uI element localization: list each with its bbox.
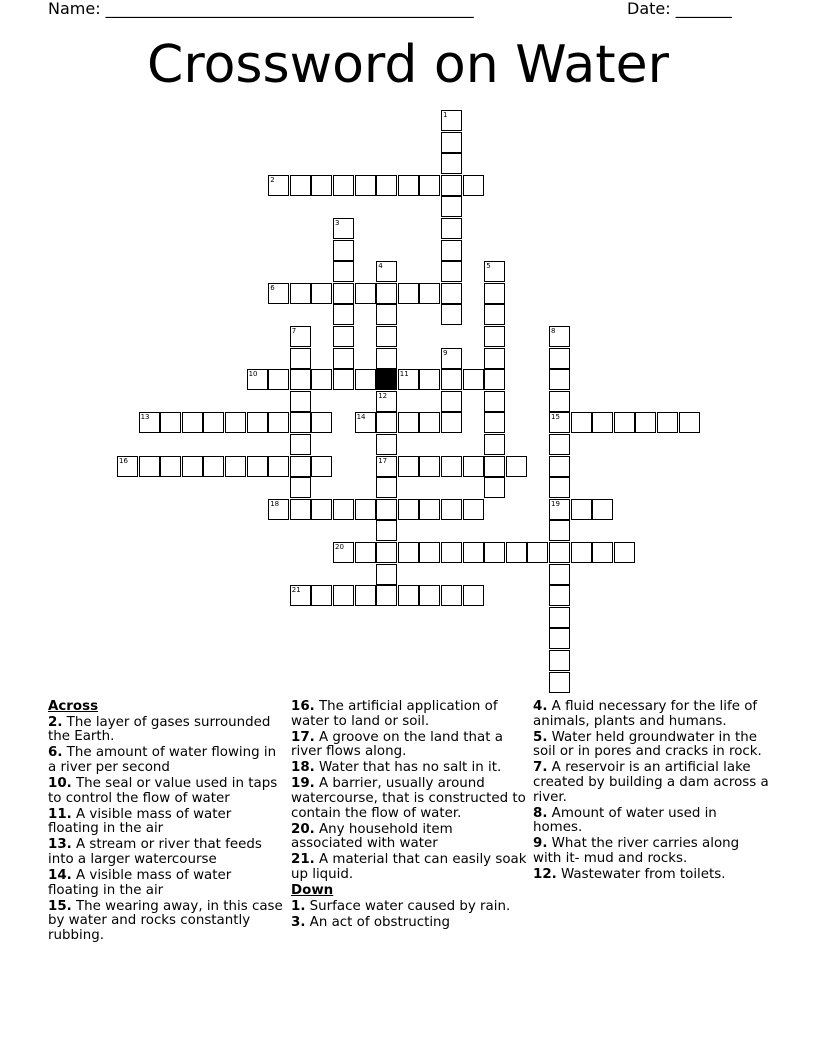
grid-cell[interactable] [484,412,505,433]
grid-cell[interactable] [484,477,505,498]
grid-cell[interactable] [290,283,311,304]
cell-number: 9 [443,348,448,357]
grid-cell[interactable] [333,348,354,369]
grid-cell[interactable] [441,261,462,282]
grid-cell[interactable] [333,369,354,390]
clue-across-6: 6. The amount of water flowing in a river per second [48,745,277,775]
grid-cell[interactable] [419,412,440,433]
grid-cell[interactable] [311,585,332,606]
cell-number: 4 [378,262,383,271]
grid-cell[interactable] [376,477,397,498]
grid-cell[interactable] [311,412,332,433]
grid-cell[interactable] [290,348,311,369]
cell-number: 7 [291,327,297,335]
grid-cell[interactable] [398,369,419,390]
grid-cell[interactable] [441,196,462,217]
grid-cell[interactable] [614,412,635,433]
grid-cell[interactable] [506,542,527,563]
date-field-label: Date: _______ [627,0,732,18]
grid-cell[interactable] [463,175,484,196]
grid-cell[interactable] [311,175,332,196]
grid-cell[interactable] [290,391,311,412]
grid-cell[interactable] [441,110,462,131]
grid-cell[interactable] [441,542,462,563]
grid-cell[interactable] [549,326,570,347]
grid-cell[interactable] [268,283,289,304]
grid-cell[interactable] [376,283,397,304]
grid-cell[interactable] [592,542,613,563]
grid-cell[interactable] [441,499,462,520]
cell-number: 16 [119,456,128,465]
clue-across-13: 13. A stream or river that feeds into a larger watercourse [48,837,262,867]
grid-cell[interactable] [376,564,397,585]
clue-across-17: 17. A groove on the land that a river flows along. [291,729,503,760]
grid-cell[interactable] [376,585,397,606]
grid-cell[interactable] [355,499,376,520]
cell-number: 2 [270,175,275,184]
clue-across-14: 14. A visible mass of water floating in the air [48,868,232,898]
grid-cell[interactable] [571,499,592,520]
grid-cell[interactable] [419,456,440,477]
grid-cell[interactable] [484,261,505,282]
grid-cell[interactable] [419,499,440,520]
grid-cell[interactable] [355,542,376,563]
grid-cell[interactable] [549,585,570,606]
grid-cell[interactable] [355,175,376,196]
cell-number: 5 [486,262,491,271]
grid-cell[interactable] [549,477,570,498]
grid-cell[interactable] [355,412,376,433]
grid-cell[interactable] [355,369,376,390]
grid-cell[interactable] [549,607,570,628]
grid-cell[interactable] [268,412,289,433]
clue-down-3: 3. An act of obstructing [291,914,451,930]
cell-number: 15 [551,413,560,422]
grid-cell[interactable] [441,585,462,606]
grid-cell[interactable] [484,391,505,412]
grid-cell[interactable] [225,412,246,433]
grid-cell[interactable] [376,542,397,563]
grid-cell[interactable] [290,175,311,196]
grid-cell[interactable] [139,456,160,477]
grid-cell[interactable] [376,348,397,369]
grid-cell[interactable] [657,412,678,433]
grid-cell[interactable] [160,412,181,433]
grid-cell[interactable] [484,542,505,563]
grid-cell[interactable] [398,542,419,563]
grid-cell[interactable] [268,369,289,390]
grid-cell[interactable] [441,153,462,174]
grid-cell[interactable] [355,283,376,304]
clue-across-11: 11. A visible mass of water floating in the air [48,806,232,837]
grid-cell[interactable] [441,218,462,239]
grid-cell[interactable] [484,283,505,304]
grid-cell[interactable] [376,326,397,347]
grid-cell[interactable] [333,499,354,520]
clue-across-10: 10. The seal or value used in taps to control the flow of water [48,775,278,806]
grid-cell[interactable] [290,456,311,477]
grid-cell[interactable] [311,283,332,304]
cell-number: 14 [356,413,366,422]
clue-down-8: 8. Amount of water used in homes. [533,805,717,836]
grid-cell[interactable] [419,369,440,390]
grid-cell[interactable] [182,456,203,477]
clue-column-3 [533,700,769,884]
cell-number: 21 [291,586,301,595]
grid-cell[interactable] [549,564,570,585]
grid-cell[interactable] [419,542,440,563]
grid-cell[interactable] [333,175,354,196]
page-title: Crossword on Water [147,35,669,95]
grid-cell[interactable] [182,412,203,433]
grid-cell[interactable] [290,326,311,347]
grid-cell[interactable] [441,369,462,390]
clue-down-1: 1. Surface water caused by rain. [291,898,511,914]
cell-number: 10 [248,370,258,379]
grid-cell[interactable] [376,261,397,282]
clue-down-9: 9. What the river carries along with it- mud and rocks. [533,836,740,866]
grid-cell[interactable] [333,585,354,606]
grid-cell[interactable] [247,456,268,477]
grid-cell[interactable] [484,369,505,390]
grid-cell[interactable] [679,412,700,433]
cell-number: 19 [551,499,560,508]
grid-cell[interactable] [398,283,419,304]
grid-cell[interactable] [333,261,354,282]
grid-cell[interactable] [290,434,311,455]
grid-cell[interactable] [549,650,570,671]
grid-cell[interactable] [376,175,397,196]
grid-cell[interactable] [290,477,311,498]
cell-number: 17 [378,456,388,465]
grid-cell[interactable] [463,456,484,477]
grid-cell[interactable] [355,585,376,606]
grid-cell[interactable] [549,412,570,433]
grid-cell[interactable] [463,499,484,520]
clue-down-4: 4. A fluid necessary for the life of animals, plants and humans. [533,699,758,729]
grid-cell[interactable] [441,456,462,477]
grid-cell[interactable] [376,412,397,433]
grid-cell[interactable] [549,542,570,563]
clue-column-1 [48,700,283,945]
grid-cell[interactable] [484,348,505,369]
grid-cell[interactable] [549,456,570,477]
grid-cell[interactable] [376,391,397,412]
grid-cell[interactable] [333,326,354,347]
clue-across-20: 20. Any household item associated with water [291,821,453,852]
grid-cell[interactable] [441,391,462,412]
grid-cell[interactable] [376,456,397,477]
grid-cell[interactable] [333,283,354,304]
grid-cell[interactable] [549,672,570,693]
grid-cell[interactable] [225,456,246,477]
grid-cell[interactable] [441,240,462,261]
grid-cell[interactable] [268,456,289,477]
grid-cell[interactable] [247,412,268,433]
grid-cell[interactable] [268,499,289,520]
grid-cell[interactable] [463,542,484,563]
grid-cell[interactable] [419,175,440,196]
grid-cell[interactable] [441,175,462,196]
across-heading: Across [48,699,99,714]
cell-number: 12 [378,391,388,400]
grid-cell[interactable] [376,304,397,325]
cell-number: 18 [270,499,280,508]
grid-cell[interactable] [527,542,548,563]
grid-cell[interactable] [160,456,181,477]
grid-cell[interactable] [614,542,635,563]
clue-across-2: 2. The layer of gases surrounded the Earth. [48,714,271,745]
grid-cell[interactable] [549,520,570,541]
grid-cell[interactable] [549,434,570,455]
clue-across-21: 21. A material that can easily soak up liquid. [291,852,527,883]
grid-cell[interactable] [398,585,419,606]
grid-cell[interactable] [506,456,527,477]
grid-cell[interactable] [376,499,397,520]
grid-cell[interactable] [441,348,462,369]
grid-cell[interactable] [484,434,505,455]
grid-cell[interactable] [549,348,570,369]
grid-cell[interactable] [333,240,354,261]
grid-cell[interactable] [398,412,419,433]
grid-cell[interactable] [592,412,613,433]
grid-cell[interactable] [549,628,570,649]
cell-number: 11 [399,370,409,379]
grid-cell[interactable] [398,456,419,477]
grid-cell[interactable] [376,520,397,541]
grid-cell[interactable] [441,283,462,304]
cell-number: 1 [443,111,448,119]
grid-cell[interactable] [139,412,160,433]
clue-across-16: 16. The artificial application of water to land or soil. [291,699,498,729]
grid-cell[interactable] [419,585,440,606]
grid-cell[interactable] [311,369,332,390]
grid-cell[interactable] [203,412,224,433]
black-cell [376,369,397,390]
cell-number: 13 [140,413,150,422]
clue-across-15: 15. The wearing away, in this case by water and rocks constantly rubbing. [48,898,283,943]
grid-cell[interactable] [311,499,332,520]
cell-number: 6 [270,283,275,292]
grid-cell[interactable] [247,369,268,390]
grid-cell[interactable] [290,369,311,390]
cell-number: 8 [551,327,556,335]
grid-cell[interactable] [484,456,505,477]
grid-cell[interactable] [441,412,462,433]
grid-cell[interactable] [484,326,505,347]
grid-cell[interactable] [203,456,224,477]
grid-cell[interactable] [592,499,613,520]
clue-down-7: 7. A reservoir is an artificial lake created by building a dam across a river. [533,760,769,805]
grid-cell[interactable] [635,412,656,433]
cell-number: 20 [335,543,344,551]
grid-cell[interactable] [290,585,311,606]
grid-cell[interactable] [333,304,354,325]
grid-cell[interactable] [463,585,484,606]
grid-cell[interactable] [571,412,592,433]
grid-cell[interactable] [333,542,354,563]
clue-column-2 [291,700,527,932]
clue-down-12: 12. Wastewater from toilets. [533,867,726,883]
cell-number: 3 [335,219,340,227]
clue-across-18: 18. Water that has no salt in it. [291,760,502,776]
grid-cell[interactable] [571,542,592,563]
grid-cell[interactable] [463,369,484,390]
down-heading: Down [291,883,334,899]
grid-cell[interactable] [419,283,440,304]
grid-cell[interactable] [398,175,419,196]
grid-cell[interactable] [333,218,354,239]
grid-cell[interactable] [311,456,332,477]
grid-cell[interactable] [441,132,462,153]
grid-cell[interactable] [484,304,505,325]
grid-cell[interactable] [268,175,289,196]
grid-cell[interactable] [398,499,419,520]
clue-down-5: 5. Water held groundwater in the soil or in pores and cracks in rock. [533,729,762,760]
grid-cell[interactable] [549,369,570,390]
grid-cell[interactable] [549,499,570,520]
clue-across-19: 19. A barrier, usually around watercourse, that is constructed to contain the flow of water. [291,776,526,821]
grid-cell[interactable] [441,304,462,325]
grid-cell[interactable] [117,456,138,477]
grid-cell[interactable] [376,434,397,455]
grid-cell[interactable] [290,499,311,520]
name-field-label: Name: ______________________________________________ [48,0,474,18]
grid-cell[interactable] [549,391,570,412]
grid-cell[interactable] [290,412,311,433]
